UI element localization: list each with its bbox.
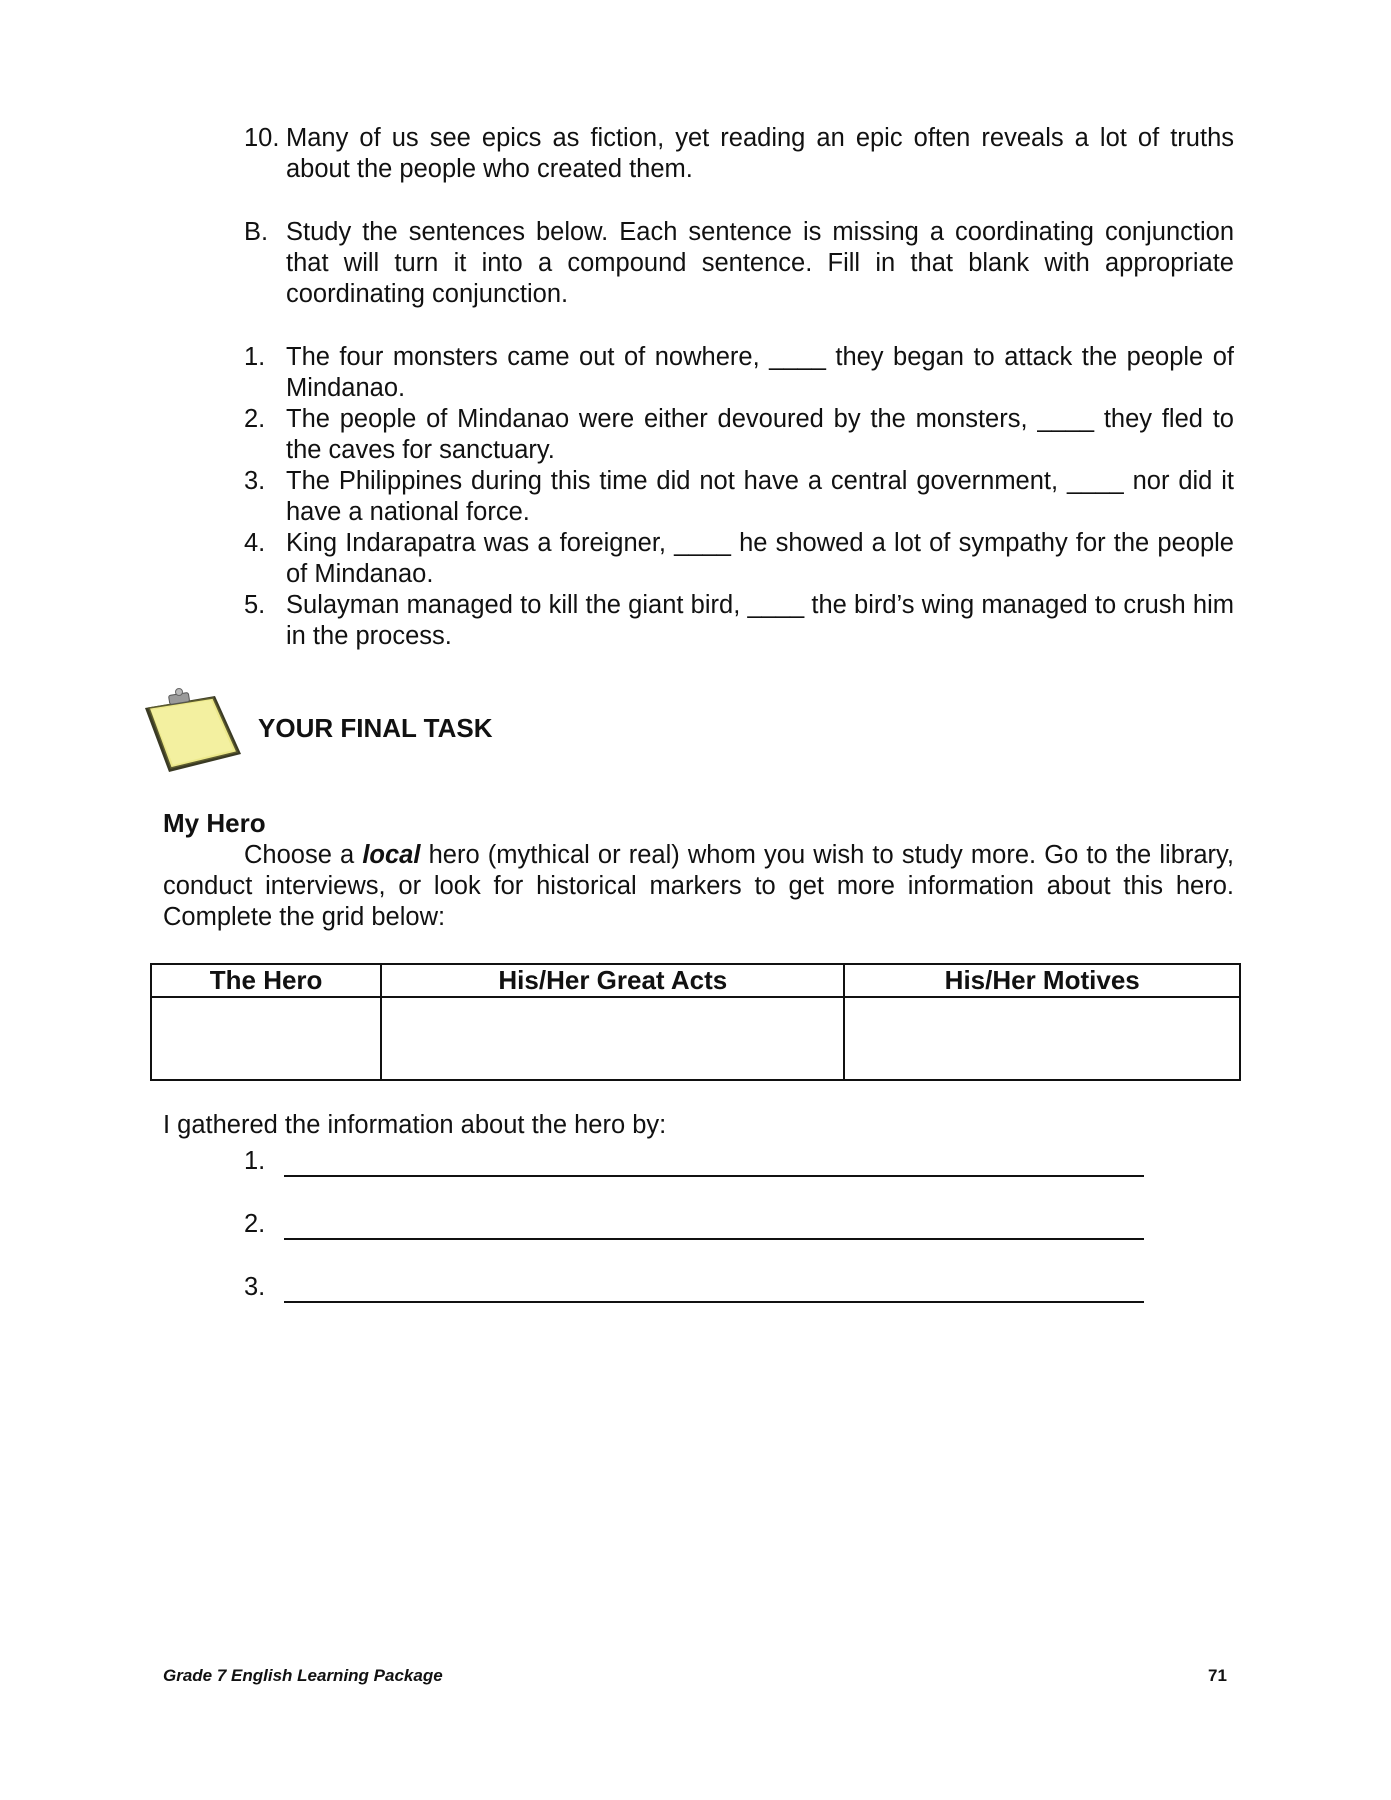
section-title: My Hero [163,808,266,838]
motives-cell[interactable] [844,997,1240,1080]
list-item [244,342,1234,404]
column-header: His/Her Great Acts [381,964,844,997]
emphasis-text: local [362,841,421,869]
page-number: 71 [1208,1666,1227,1685]
part-b-instructions [244,217,1234,310]
item-number: 10. [244,124,280,152]
sentence-text: Sulayman managed to kill the giant bird, ____ the bird’s wing managed to crush him in the process. [286,591,1234,650]
column-header: The Hero [151,964,381,997]
clipboard-icon [143,688,243,774]
list-item [244,466,1234,528]
line-number: 2. [244,1210,266,1238]
instruction-text: hero (mythical or real) whom you wish to study more. Go to the library, conduct interviews, or look for historical markers to get more information about this hero. Complete the grid below: [163,841,1234,931]
instruction-text: Choose a [244,841,363,869]
sentence-number: 2. [244,405,266,433]
blank-rule[interactable] [284,1277,1144,1303]
blank-rule[interactable] [284,1151,1144,1177]
sentence-number: 1. [244,343,266,371]
part-b-text: Study the sentences below. Each sentence is missing a coordinating conjunction that will turn it into a compound sentence. Fill in that blank with appropriate coordinating conjunction. [286,218,1234,308]
column-header: His/Her Motives [844,964,1240,997]
answer-line[interactable] [244,1209,1144,1240]
table-header-row [151,964,1240,997]
table-row [151,997,1240,1080]
list-item [244,528,1234,590]
hero-cell[interactable] [151,997,381,1080]
line-number: 1. [244,1147,266,1175]
task-instructions [163,840,1234,933]
sentence-text: The people of Mindanao were either devoured by the monsters, ____ they fled to the caves for sanctuary. [286,405,1234,464]
gathered-intro: I gathered the information about the hero by: [163,1111,667,1139]
hero-grid-table [150,963,1241,1081]
part-letter: B. [244,218,269,246]
list-item [244,404,1234,466]
footer-title: Grade 7 English Learning Package [163,1666,443,1685]
sentence-number: 3. [244,467,266,495]
sentence-list [244,342,1234,652]
blank-rule[interactable] [284,1214,1144,1240]
item-text: Many of us see epics as fiction, yet reading an epic often reveals a lot of truths about the people who created them. [286,124,1234,183]
sentence-text: The Philippines during this time did not have a central government, ____ nor did it have a national force. [286,467,1234,526]
sentence-number: 5. [244,591,266,619]
sentence-number: 4. [244,529,266,557]
sentence-text: King Indarapatra was a foreigner, ____ he showed a lot of sympathy for the people of Mindanao. [286,529,1234,588]
exercise-item-10 [244,123,1234,185]
answer-line[interactable] [244,1272,1144,1303]
answer-line[interactable] [244,1146,1144,1177]
great-acts-cell[interactable] [381,997,844,1080]
final-task-heading: YOUR FINAL TASK [258,713,493,743]
list-item [244,590,1234,652]
sentence-text: The four monsters came out of nowhere, ____ they began to attack the people of Mindanao. [286,343,1234,402]
line-number: 3. [244,1273,266,1301]
